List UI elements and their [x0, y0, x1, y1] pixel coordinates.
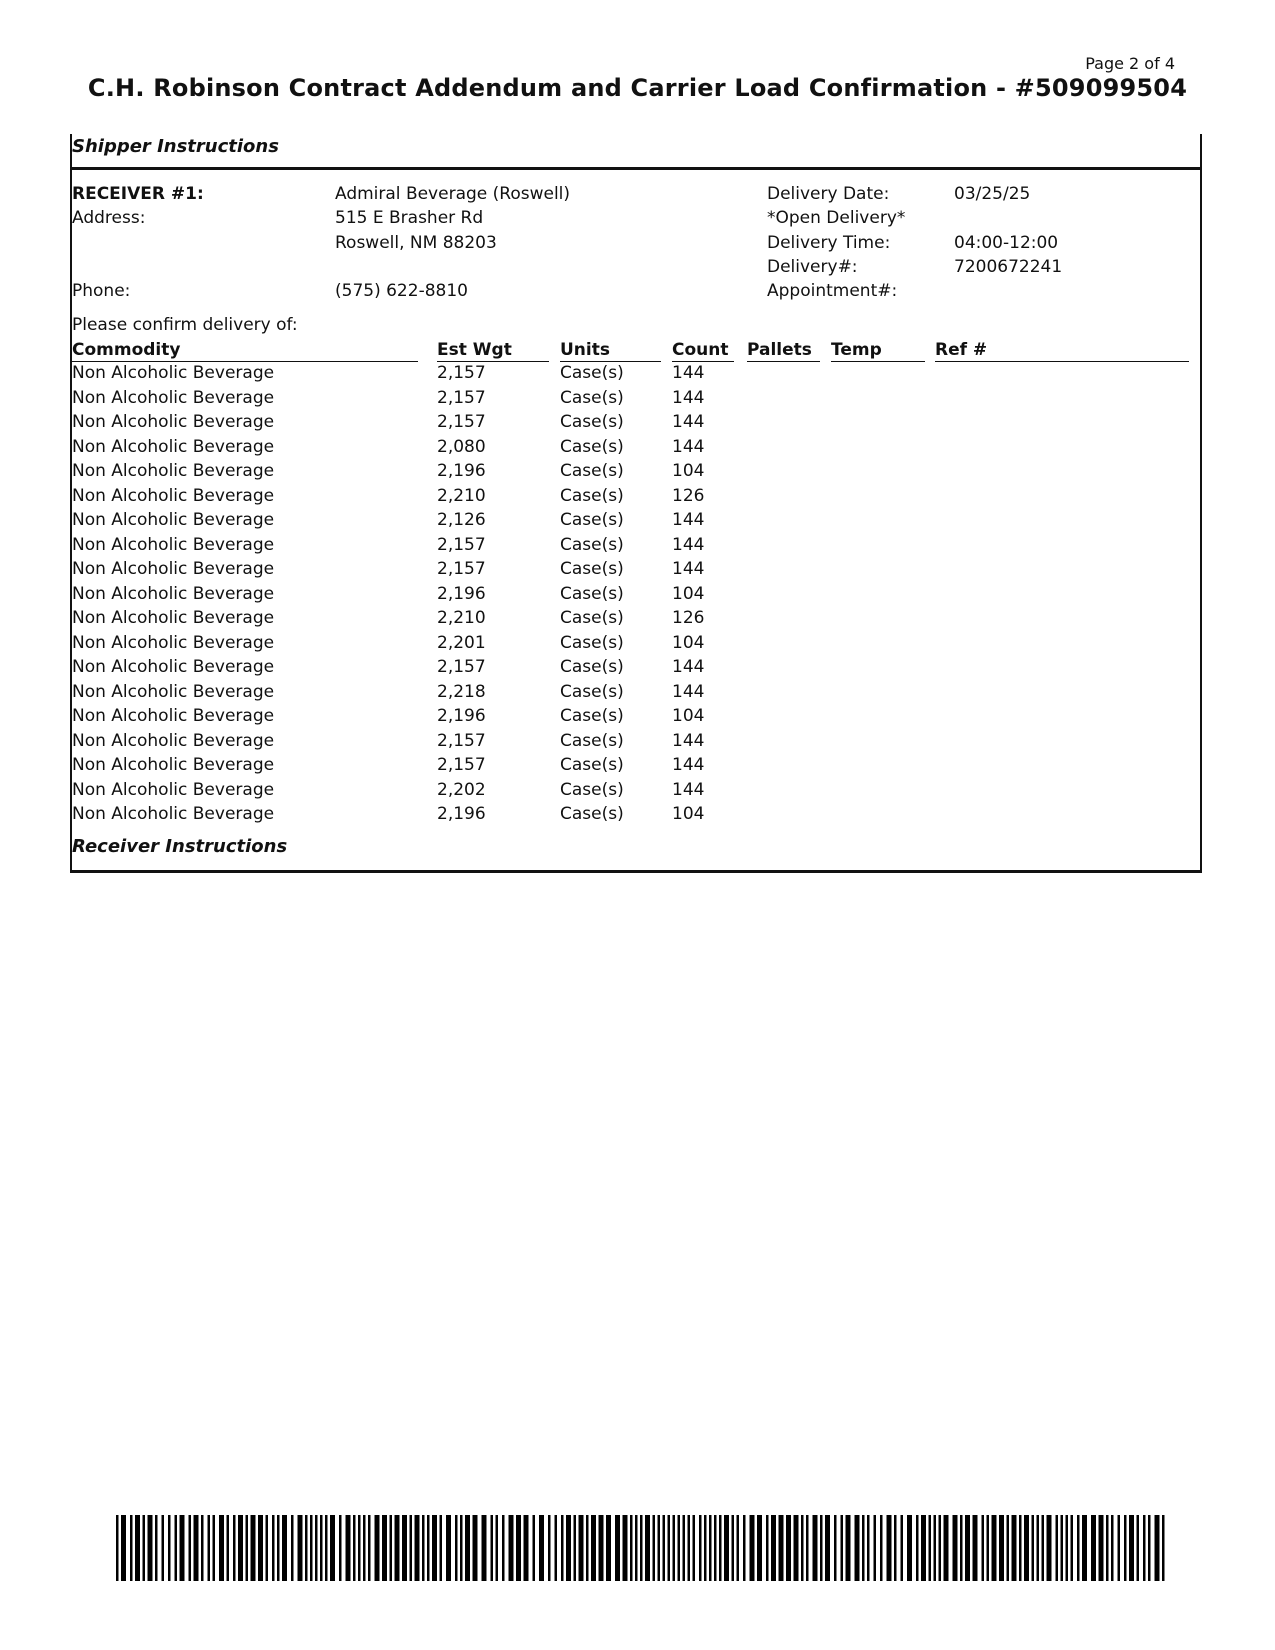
cell-count: 104 — [672, 632, 705, 653]
receiver-instructions-heading: Receiver Instructions — [72, 836, 288, 857]
cell-est-wgt: 2,196 — [437, 804, 486, 824]
column-header-ref: Ref # — [935, 340, 1189, 362]
cell-units: Case(s) — [560, 510, 624, 530]
cell-est-wgt: 2,157 — [437, 412, 486, 432]
column-header-commodity: Commodity — [72, 340, 418, 362]
delivery-date-value: 03/25/25 — [954, 184, 1031, 204]
cell-est-wgt: 2,196 — [437, 706, 486, 726]
cell-commodity: Non Alcoholic Beverage — [72, 804, 275, 824]
cell-count: 126 — [672, 485, 705, 506]
cell-commodity: Non Alcoholic Beverage — [72, 412, 275, 432]
cell-count: 104 — [672, 461, 705, 481]
cell-count: 104 — [672, 706, 705, 726]
cell-units: Case(s) — [560, 608, 624, 628]
cell-commodity: Non Alcoholic Beverage — [72, 461, 275, 481]
section-divider — [70, 167, 1200, 170]
column-header-count: Count — [672, 340, 734, 362]
cell-est-wgt: 2,157 — [437, 387, 486, 408]
cell-count: 144 — [672, 534, 705, 555]
cell-units: Case(s) — [560, 387, 624, 408]
cell-count: 104 — [672, 804, 705, 824]
cell-est-wgt: 2,196 — [437, 583, 486, 604]
cell-commodity: Non Alcoholic Beverage — [72, 559, 275, 579]
cell-count: 144 — [672, 412, 705, 432]
barcode-icon — [116, 1515, 1168, 1581]
cell-units: Case(s) — [560, 461, 624, 481]
cell-commodity: Non Alcoholic Beverage — [72, 657, 275, 677]
cell-est-wgt: 2,157 — [437, 755, 486, 775]
cell-est-wgt: 2,157 — [437, 730, 486, 751]
cell-est-wgt: 2,157 — [437, 657, 486, 677]
cell-est-wgt: 2,202 — [437, 779, 486, 800]
address-line1: 515 E Brasher Rd — [335, 208, 484, 228]
cell-count: 144 — [672, 387, 705, 408]
cell-est-wgt: 2,080 — [437, 436, 486, 457]
cell-units: Case(s) — [560, 755, 624, 775]
cell-commodity: Non Alcoholic Beverage — [72, 755, 275, 775]
cell-est-wgt: 2,157 — [437, 559, 486, 579]
delivery-number-value: 7200672241 — [954, 257, 1063, 277]
cell-commodity: Non Alcoholic Beverage — [72, 632, 275, 653]
delivery-time-value: 04:00-12:00 — [954, 233, 1059, 253]
cell-commodity: Non Alcoholic Beverage — [72, 534, 275, 555]
cell-count: 144 — [672, 436, 705, 457]
receiver-label: RECEIVER #1: — [72, 184, 204, 204]
column-header-units: Units — [560, 340, 661, 362]
cell-est-wgt: 2,157 — [437, 363, 486, 383]
receiver-name: Admiral Beverage (Roswell) — [335, 184, 571, 204]
cell-count: 144 — [672, 681, 705, 702]
cell-units: Case(s) — [560, 534, 624, 555]
cell-commodity: Non Alcoholic Beverage — [72, 510, 275, 530]
appointment-label: Appointment#: — [767, 281, 898, 301]
cell-commodity: Non Alcoholic Beverage — [72, 779, 275, 800]
cell-units: Case(s) — [560, 804, 624, 824]
cell-units: Case(s) — [560, 363, 624, 383]
cell-count: 144 — [672, 755, 705, 775]
column-header-est-wgt: Est Wgt — [437, 340, 549, 362]
cell-est-wgt: 2,157 — [437, 534, 486, 555]
cell-est-wgt: 2,201 — [437, 632, 486, 653]
delivery-date-label: Delivery Date: — [767, 184, 890, 204]
cell-commodity: Non Alcoholic Beverage — [72, 363, 275, 383]
shipper-instructions-heading: Shipper Instructions — [72, 136, 279, 157]
cell-units: Case(s) — [560, 657, 624, 677]
cell-commodity: Non Alcoholic Beverage — [72, 706, 275, 726]
cell-est-wgt: 2,126 — [437, 510, 486, 530]
cell-units: Case(s) — [560, 730, 624, 751]
cell-est-wgt: 2,210 — [437, 608, 486, 628]
cell-units: Case(s) — [560, 559, 624, 579]
cell-est-wgt: 2,218 — [437, 681, 486, 702]
cell-units: Case(s) — [560, 485, 624, 506]
cell-count: 104 — [672, 583, 705, 604]
cell-count: 144 — [672, 363, 705, 383]
page-number: Page 2 of 4 — [1085, 54, 1175, 73]
document-title: C.H. Robinson Contract Addendum and Carrier Load Confirmation - #509099504 — [87, 74, 1188, 102]
cell-units: Case(s) — [560, 412, 624, 432]
cell-commodity: Non Alcoholic Beverage — [72, 436, 275, 457]
cell-commodity: Non Alcoholic Beverage — [72, 730, 275, 751]
phone-value: (575) 622-8810 — [335, 281, 468, 301]
cell-units: Case(s) — [560, 632, 624, 653]
column-header-temp: Temp — [831, 340, 925, 362]
cell-count: 144 — [672, 657, 705, 677]
cell-units: Case(s) — [560, 436, 624, 457]
cell-count: 126 — [672, 608, 705, 628]
cell-units: Case(s) — [560, 779, 624, 800]
delivery-time-label: Delivery Time: — [767, 233, 891, 253]
cell-units: Case(s) — [560, 583, 624, 604]
column-header-pallets: Pallets — [747, 340, 820, 362]
cell-commodity: Non Alcoholic Beverage — [72, 387, 275, 408]
address-line2: Roswell, NM 88203 — [335, 233, 497, 253]
confirm-delivery-text: Please confirm delivery of: — [72, 315, 298, 335]
phone-label: Phone: — [72, 281, 131, 301]
cell-units: Case(s) — [560, 706, 624, 726]
delivery-number-label: Delivery#: — [767, 257, 858, 277]
address-label: Address: — [72, 208, 146, 228]
open-delivery-note: *Open Delivery* — [767, 208, 906, 228]
cell-commodity: Non Alcoholic Beverage — [72, 608, 275, 628]
cell-commodity: Non Alcoholic Beverage — [72, 681, 275, 702]
cell-est-wgt: 2,210 — [437, 485, 486, 506]
cell-est-wgt: 2,196 — [437, 461, 486, 481]
cell-commodity: Non Alcoholic Beverage — [72, 583, 275, 604]
cell-units: Case(s) — [560, 681, 624, 702]
cell-count: 144 — [672, 779, 705, 800]
cell-count: 144 — [672, 559, 705, 579]
cell-count: 144 — [672, 510, 705, 530]
cell-count: 144 — [672, 730, 705, 751]
cell-commodity: Non Alcoholic Beverage — [72, 485, 275, 506]
